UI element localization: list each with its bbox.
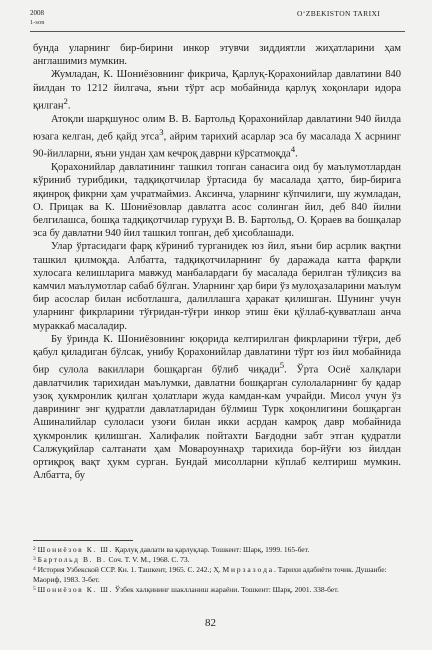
- footnote-text: Қарлуқ давлати ва қарлуқлар. Тошкент: Шарқ, 1999. 165-бет.: [112, 545, 310, 554]
- footnotes: [33, 545, 401, 595]
- footnote-number: 2: [33, 546, 36, 552]
- footnote-text: Соч. Т. V. М., 1968. С. 73.: [106, 555, 190, 565]
- paragraph-2-text: Жумладан, К. Шониёзовнинг фикрича, Қарлуқ-Қорахонийлар давлатини 840 йилдан то 1212 йилгача, яъни тўрт аср мобайнида қарлуқ хоқонлари идора қилган: [33, 69, 401, 112]
- footnote-author: Бартольд В. В.: [37, 555, 107, 565]
- footnote-item: [33, 555, 401, 564]
- footnote-ref-5[interactable]: 5: [279, 360, 285, 371]
- article-body: [33, 42, 401, 483]
- header-journal-title: O‘ZBEKISTON TARIXI: [297, 9, 381, 18]
- header-year: 2008: [30, 9, 44, 17]
- paragraph-1: бунда уларнинг бир-бирини инкор этувчи зиддиятли жиҳатларини ҳам англашимиз мумкин.: [33, 43, 401, 68]
- footnote-text: Ўзбек халқининг шаклланиш жараёни. Тошкент: Шарқ, 2001. 338-бет.: [112, 584, 339, 594]
- paragraph-6-text: Бу ўринда К. Шониёзовнинг юқорида келтирилган фикрларини тўғри, деб қабул қиладиган бўлсак, унибу Қорахонийлар давлатини тўрт юз йил мобайнида бир сулола вакиллари бошқарган бўлиб чиқади: [33, 333, 401, 376]
- paragraph-3-text: Атоқли шарқшунос олим В. В. Бартольд Қорахонийлар давлатини 940 йилда юзага келган, деб қайд этса: [33, 113, 401, 143]
- footnote-ref-4[interactable]: 4: [290, 144, 296, 155]
- footnote-ref-2[interactable]: 2: [63, 95, 68, 106]
- paragraph-3-text-2: , айрим тарихий асарлар эса бу масалада X асрнинг 90-йилларни, яъни ундан ҳам кечроқ даврни кўрсатмоқда: [33, 131, 402, 160]
- footnote-ref-3[interactable]: 3: [159, 126, 164, 137]
- paragraph-4: Қорахонийлар давлатининг ташкил топган санасига оид бу маълумотлардан кўриниб турибдики, тадқиқотчилар ўртасида бу масалада ҳатто, бир-бирига яқинроқ фикрни ҳам учратмаймиз. Аксинча, уларнинг кўпчилиги, шу жумладан, О. Прицак ва К. Шониёзовлар давлатга асос солинган йил, деб 840 йилни белгилашса, бошқа тадқиқотчилар гуруҳи В. В. Бартольд, О. Қораев ва бошқалар эса бу давлатни 940 йил ташкил топган, деб ҳисоблашади.: [33, 162, 401, 240]
- footnote-number: 5: [33, 585, 36, 592]
- footnote-item: [33, 545, 401, 554]
- footnote-item: [33, 565, 401, 583]
- footnote-number: 3: [33, 556, 36, 563]
- footnote-item: [33, 585, 401, 594]
- paragraph-2: [33, 68, 401, 112]
- footnote-number: 4: [33, 566, 36, 573]
- paragraph-2-end: .: [67, 100, 71, 112]
- header-issue: 1-son: [30, 19, 45, 26]
- footnote-text: История Узбекской ССР. Кн. 1. Ташкент, 1965. С. 242.; Ҳ. М и р з а з о д а . Тарихи адабиёти точик. Душанбе: Маориф, 1983. 3-бет.: [33, 565, 387, 584]
- paragraph-6: [33, 333, 401, 483]
- paragraph-5: Улар ўртасидаги фарқ кўриниб турганидек юз йил, яъни бир асрлик вақтни ташкил қилмоқда. Албатта, тадқиқотчиларнинг бу даражада катта фарқли хулосага келишларига мавжуд манбалардаги бу масалада берилган тўлиқсиз ва камчил маълумотлар сабаб бўлган. Уларнинг ҳар бири ўз мулоҳазаларини маълум бир асослар билан исботлашга, далиллашга ҳаракат қилишган. Шунинг учун уларнинг фикрларини тўғридан-тўғри инкор этиш ёки қўллаб-қувватлаш анча мураккаб масаладир.: [33, 241, 401, 332]
- page-number: 82: [205, 617, 216, 629]
- paragraph-6-text-2: . Ўрта Осиё халқлари давлатчилик тарихидан маълумки, давлатни бошқарган сулолаларнинг бу қадар узоқ ҳукмронлик қилган ҳолатлари жуда камдан-кам учрайди. Мисол учун ўз даврининг энг қудратли давлатларидан бўлмиш Турк хоқонлигини бошқарган Ашиналийлар сулоласи узоғи билан икки асрдан камроқ давр мобайнида ҳукмронлик қилишган. Халифалик пойтахти Бағдодни забт этган қудратли Салжуқийлар салтанати ҳам Мовароуннаҳр тарихида бор-йўғи юз йилдан ортиқроқ вақт ҳукм сурган. Бундай мисолларни кўплаб келтириш мумкин. Албатта, бу: [33, 364, 401, 482]
- paragraph-3: [33, 113, 401, 162]
- paragraph-3-end: .: [295, 148, 298, 160]
- footnote-divider: [33, 540, 133, 541]
- footnote-author: Шониёзов К. Ш.: [37, 545, 113, 554]
- footnote-author: Шониёзов К. Ш.: [37, 584, 113, 594]
- header-divider: [30, 31, 405, 32]
